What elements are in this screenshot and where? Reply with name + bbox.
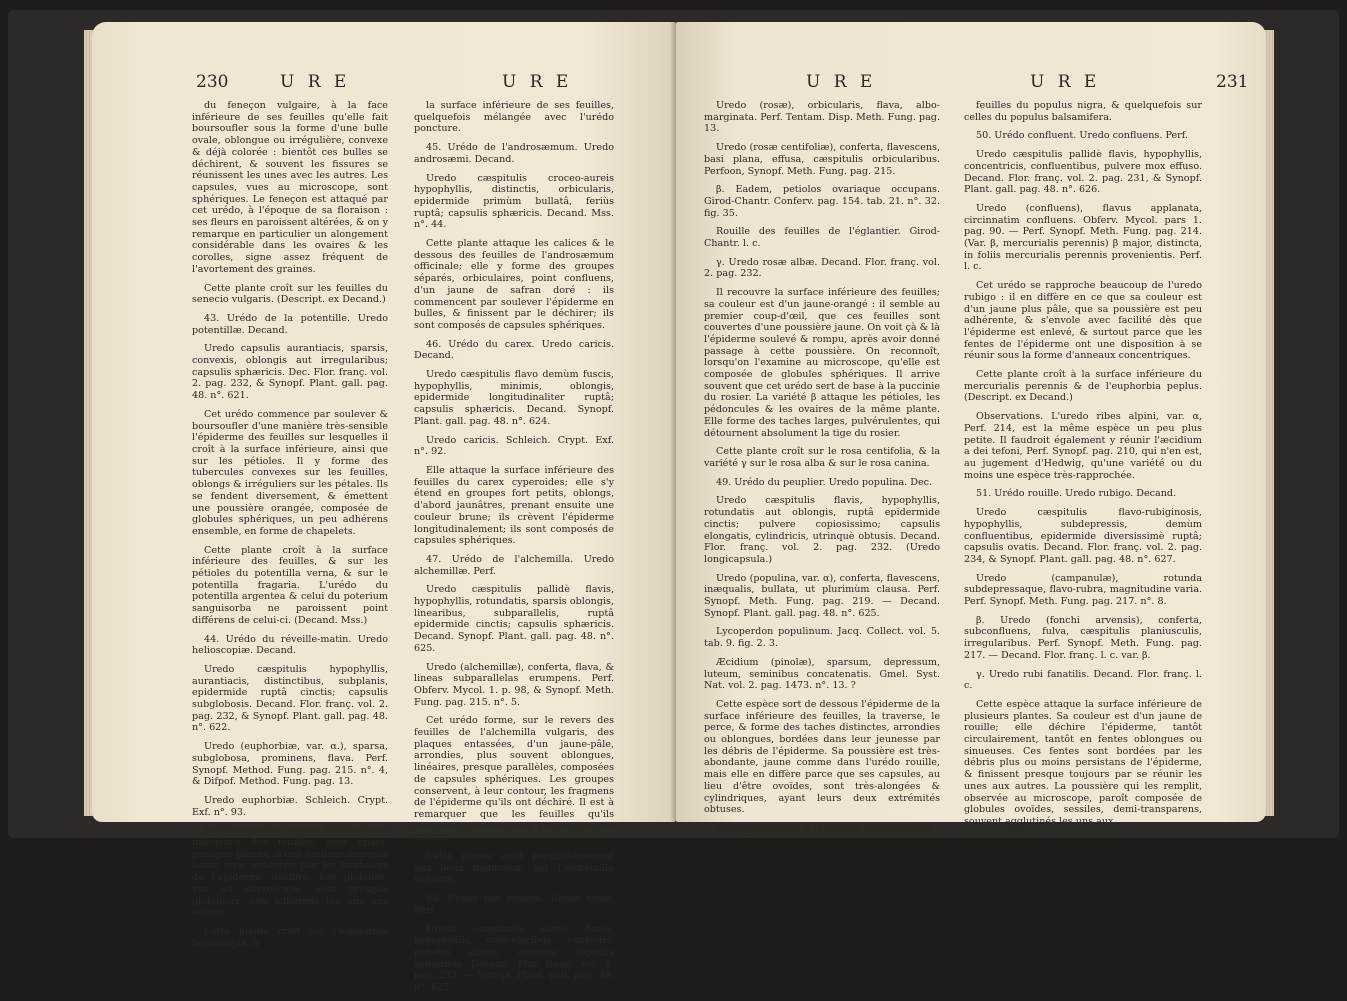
paragraph: Uredo (confluens), flavus applanata, circinnatim confluens. Obferv. Mycol. pars 1. pag. 90. — Perf. Synopf. Meth. Fung. pag. 214. (Var. β, mercurialis perennis) β major, distincta, in foliis mercurialis perennis provenientis. Perf. l. c. (964, 202, 1202, 273)
paragraph: Cet urédo forme, sur le revers des feuilles de l'alchemilla vulgaris, des plaques entassées, d'un jaune-pâle, arrondies, plus souvent oblongues, linéaires, presque parallèles, composées de capsules sphériques. Les groupes conservent, à leur contour, les fragmens de l'épiderme qu'ils ont déchiré. Il est à remarquer que les feuilles qu'ils attaquent, restent plus petites que les autres. (414, 715, 614, 844)
paragraph: Cette plante croît à la surface inférieure des (716, 822, 933, 834)
paragraph: Uredo cæspitulis pallidè flavis, hypophyllis, concentricis, confluentibus, pulvere mox effuso. Decand. Flor. franç. vol. 2. pag. 231, & Synopf. Plant. gall. pag. 48. n°. 626. (964, 149, 1202, 196)
paragraph: Cette plante croît sur le rosa centifolia, & la variété γ sur le rosa alba & sur le rosa canina. (704, 446, 940, 469)
left-page (92, 22, 676, 994)
paragraph: Uredo (rosæ), orbicularis, flava, albo-marginata. Perf. Tentam. Disp. Meth. Fung. pag. 13. (704, 100, 940, 135)
paragraph: β. Eadem, petiolos ovariaque occupans. Girod-Chantr. Conferv. pag. 154. tab. 21. n°. 32. fig. 35. (704, 184, 940, 219)
paragraph: γ. Uredo rosæ albæ. Decand. Flor. franç. vol. 2. pag. 232. (704, 256, 940, 280)
paragraph: Cette plante croît à la surface inférieure du mercurialis perennis & de l'euphorbia peplus. (Descript. ex Decand.) (964, 369, 1202, 404)
paragraph: Cette espèce attaque la surface inférieure de plusieurs plantes. Sa couleur est d'un jaune de rouille; elle déchire l'épiderme, tantôt circulairement, tantôt en fentes oblongues ou sinueuses. Ces fentes sont bordées par les débris plus ou moins persistans de l'épiderme, & finissent presque toujours par se réunir les unes aux autres. La poussière qui les remplit, observée au microscope, paroît composée de globules ovoïdes, sessiles, demi-transparens, souvent agglutinés les uns aux (964, 698, 1202, 827)
paragraph: γ. Uredo rubi fanatilis. Decand. Flor. franç. l. c. (964, 668, 1202, 692)
paragraph: Uredo euphorbiæ. Schleich. Crypt. Exf. n°. 93. (192, 794, 388, 818)
paragraph: Uredo (rosæ centifoliæ), conferta, flavescens, basi plana, effusa, cæspitulis orbicularibus. Perfoon, Synopf. Meth. Fung. pag. 215. (704, 142, 940, 177)
paragraph: Rouille des feuilles de l'églantier. Girod-Chantr. l. c. (704, 226, 940, 250)
running-head-right-a: U R E (806, 72, 877, 92)
paragraph: Ses tubercules, placés à la surface inférieure des feuilles, sont épars, presque planes, d'une couleur orangée assez vive, entourés par les lambeaux de l'épiderme déchiré. Les globules, vus au microscope, sont presque globuleux, peu adhérens les uns aux autres. (192, 825, 388, 919)
paragraph: 45. Urédo de l'androsæmum. Uredo androsæmi. Decand. (414, 142, 614, 165)
paragraph: Æcidium (pinolæ), sparsum, depressum, luteum, seminibus concatenatis. Gmel. Syst. Nat. vol. 2. pag. 1473. n°. 13. ? (704, 656, 940, 692)
paragraph: β. Uredo (fonchi arvensis), conferta, subconfluens, fulva, cæspitulis planiusculis, irregularibus. Perf. Synopf. Meth. Fung. pag. 217. — Decand. Flor. franç. l. c. var. β. (964, 614, 1202, 661)
paragraph: Uredo (euphorbiæ, var. α.), sparsa, subglobosa, prominens, flava. Perf. Synopf. Method. Fung. pag. 215. n°. 4, & Difpof. Method. Fung. pag. 13. (192, 741, 388, 788)
running-head-left-a: U R E (280, 72, 351, 92)
paragraph: 47. Urédo de l'alchemilla. Uredo alchemillæ. Perf. (414, 553, 614, 577)
page-number-left: 230 (196, 72, 229, 92)
paragraph: 49. Urédo du peuplier. Uredo populina. Dec. (716, 476, 933, 488)
right-page-column-2 (964, 100, 1202, 835)
paragraph: Uredo caricis. Schleich. Crypt. Exf. n°. 92. (414, 434, 614, 458)
left-page-column-2 (414, 100, 614, 1001)
paragraph: Cet urédo commence par soulever & boursoufler d'une manière très-sensible l'épiderme des feuilles sur lesquelles il croît à la surface inférieure, ainsi que sur les pétioles. Il y forme des tubercules convexes sur les feuilles, oblongs & irréguliers sur les pétales. Ils se fendent diversement, & émettent une poussière orangée, composée de globules sphériques, un peu adhérens ensemble, en forme de chapelets. (192, 408, 388, 537)
paragraph: Cette plante attaque les calices & le dessous des feuilles de l'androsæmum officinale; elle y forme des groupes séparés, orbiculaires, point confluens, d'un jaune de safran doré : ils commencent par soulever l'épiderme en bulles, & finissent par le déchirer; ils sont composés de capsules sphériques. (414, 238, 614, 331)
paragraph: 51. Urédo rouille. Uredo rubigo. Decand. (976, 488, 1177, 500)
paragraph: feuilles du populus nigra, & quelquefois sur celles du populus balsamifera. (964, 100, 1202, 123)
paragraph: du feneçon vulgaire, à la face inférieure de ses feuilles qu'elle fait boursoufler sous la forme d'une bulle ovale, oblongue ou irrégulière, convexe & déjà colorée : bientôt ces bulles se déchirent, & souvent les fissures se réunissent les unes avec les autres. Les capsules, vues au microscope, sont sphériques. Le feneçon est attaqué par cet urédo, à l'époque de sa floraison : ses fleurs en paroissent altérées, & on y remarque en particulier un alongement considérable dans les ovaires & les corolles, signe assez fréquent de l'avortement des graines. (192, 100, 388, 275)
paragraph: Uredo cæspitulis flavo demùm fuscis, hypophyllis, minimis, oblongis, epidermide longitudinaliter ruptâ; capsulis sphæricis. Decand. Synopf. Plant. gall. pag. 48. n°. 624. (414, 369, 614, 427)
paragraph: Uredo cæspitulis aureo flavis, hypophyllis, orbicularibus, confertis; pulvere effuso, copioso; capsulis sphæricis. Decand. Flor. franç. vol. 2. pag. 232. — Synopf. Plant. gall. pag. 48. n°. 625. (414, 923, 614, 994)
paragraph: Uredo (populina, var. α), conferta, flavescens, inæqualis, bullata, ut plurimùm clausa. Perf. Synopf. Meth. Fung. pag. 219. — Decand. Synopf. Plant. gall. pag. 48. n°. 625. (704, 572, 940, 619)
running-head-left-b: U R E (502, 72, 573, 92)
paragraph: Cet urédo se rapproche beaucoup de l'uredo rubigo : il en diffère en ce que sa couleur est d'un jaune plus pâle, que sa poussière est peu adhérente, & s'envole avec facilité dès que l'épiderme est enlevé, & surtout parce que les fentes de l'épiderme ont une disposition à se réunir sous la forme d'anneaux concentriques. (964, 280, 1202, 362)
paragraph: Observations. L'uredo ribes alpini, var. α, Perf. 214, est la même espèce un peu plus petite. Il faudroit également y réunir l'æcidium a dei tefoni, Perf. Synopf. pag. 210, qui n'en est, au jugement d'Hedwig, qu'une variété ou du moins une espèce très-rapprochée. (964, 411, 1202, 481)
paragraph: 48. Urédo des rosiers. Uredo rosæ. Perf. (414, 893, 614, 916)
paragraph: Cette plante croît sur l'euphorbia helioscopia, à (192, 926, 388, 949)
paragraph: Uredo cæspitulis flavis, hypophyllis, rotundatis aut oblongis, ruptâ epidermide cinctis; pulvere copiosissimo; capsulis elongatis, cylindricis, utrinquè obtusis. Decand. Flor. franç. vol. 2. pag. 232. (Uredo longicapsula.) (704, 495, 940, 565)
running-head-right-b: U R E (1030, 72, 1101, 92)
paragraph: Uredo cæspitulis pallidè flavis, hypophyllis, rotundatis, sparsis oblongis, linearibus, subparallelis, ruptâ epidermide cinctis; capsulis sphæricis. Decand. Synopf. Plant. gall. pag. 48. n°. 625. (414, 584, 614, 654)
paragraph: Cette plante croît sur les feuilles du senecio vulgaris. (Descript. ex Decand.) (192, 282, 388, 306)
paragraph: Uredo (alchemillæ), conferta, flava, & lineas subparallelas erumpens. Perf. Obferv. Mycol. 1. p. 98, & Synopf. Meth. Fung. pag. 215. n°. 5. (414, 661, 614, 708)
paragraph: Cette espèce sort de dessous l'épiderme de la surface inférieure des feuilles, la traverse, le perce, & forme des taches distinctes, arrondies ou oblongues, bordées dans leur jeunesse par les débris de l'épiderme. Sa poussière est très-abondante, jaune comme dans l'urédo rouille, mais elle en diffère parce que ses capsules, au lieu d'être ovoïdes, sont très-alongées & cylindriques, ayant leurs deux extrémités obtuses. (704, 698, 940, 816)
paragraph: Cette plante croît à la surface inférieure des feuilles, & sur les pétioles du potentilla verna, & sur le potentilla fragaria. L'urédo du potentilla argentea & celui du poterium sanguisorba ne paroissent point différens de celui-ci. (Decand. Mss.) (192, 544, 388, 626)
paragraph: Uredo cæspitulis hypophyllis, aurantiacis, distinctibus, subplanis, epidermide ruptâ cinctis; capsulis subglobosis. Decand. Flor. franç. vol. 2. pag. 232, & Synopf. Plant. gall. pag. 48. n°. 622. (192, 663, 388, 734)
paragraph: 43. Urédo de la potentille. Uredo potentillæ. Decand. (192, 312, 388, 336)
paragraph: Elle attaque la surface inférieure des feuilles du carex cyperoides; elle s'y étend en groupes fort petits, oblongs, d'abord jaunâtres, prenant ensuite une couleur brune; ils crèvent l'épiderme longitudinalement; ils sont composés de capsules sphériques. (414, 464, 614, 547)
paragraph: Lycoperdon populinum. Jacq. Collect. vol. 5. tab. 9. fig. 2. 3. (704, 626, 940, 650)
paragraph: 44. Urédo du réveille-matin. Uredo helioscopiæ. Decand. (192, 633, 388, 657)
paragraph: Uredo (campanulæ), rotunda subdepressaque, flavo-rubra, magnitudine varia. Perf. Synopf. Meth. Fung. pag. 217. n°. 8. (964, 572, 1202, 608)
paragraph: la surface inférieure de ses feuilles, quelquefois mélangée avec l'urédo poncture. (414, 100, 614, 135)
paragraph: 46. Urédo du carex. Uredo caricis. Decand. (414, 338, 614, 362)
paragraph: Uredo capsulis aurantiacis, sparsis, convexis, oblongis aut irregularibus; capsulis sphæricis. Dec. Flor. franç. vol. 2. pag. 232, & Synopf. Plant. gall. pag. 48. n°. 621. (192, 343, 388, 402)
paragraph: Uredo cæspitulis flavo-rubiginosis, hypophyllis, subdepressis, demùm confluentibus, epidermide diversissimè ruptâ; capsulis ovatis. Decand. Flor. franç. vol. 2. pag. 234, & Synopf. Plant. gall. pag. 48. n°. 627. (964, 507, 1202, 565)
left-page-column-1 (192, 100, 388, 956)
right-page-column-1 (704, 100, 940, 842)
paragraph: Cette plante croît particulièrement aux lieux montueux, sur l'alchemilla vulgaris. (414, 851, 614, 886)
paragraph: Il recouvre la surface inférieure des feuilles; sa couleur est d'un jaune-orangé : il semble au premier coup-d'œil, que ces feuilles sont couvertes d'une poussière jaune. On voit çà & là l'épiderme soulevé & rompu, après avoir donné passage à cette poussière. On reconnoît, lorsqu'on l'examine au microscope, qu'elle est composée de globules sphériques. Il arrive souvent que cet urédo sert de base à la puccinie du rosier. La variété β attaque les pétioles, les pédoncules & les ovaires de la même plante. Elle forme des taches larges, pulvérulentes, qui détournent absolument la tige du rosier. (704, 287, 940, 439)
paragraph: 50. Urédo confluent. Uredo confluens. Perf. (976, 130, 1188, 142)
page-number-right: 231 (1216, 72, 1249, 92)
paragraph: Uredo cæspitulis croceo-aureis hypophyllis, distinctis, orbicularis, epidermide primùm bullatâ, feriùs ruptâ; capsulis sphæricis. Decand. Mss. n°. 44. (414, 172, 614, 231)
right-page (676, 22, 1266, 834)
